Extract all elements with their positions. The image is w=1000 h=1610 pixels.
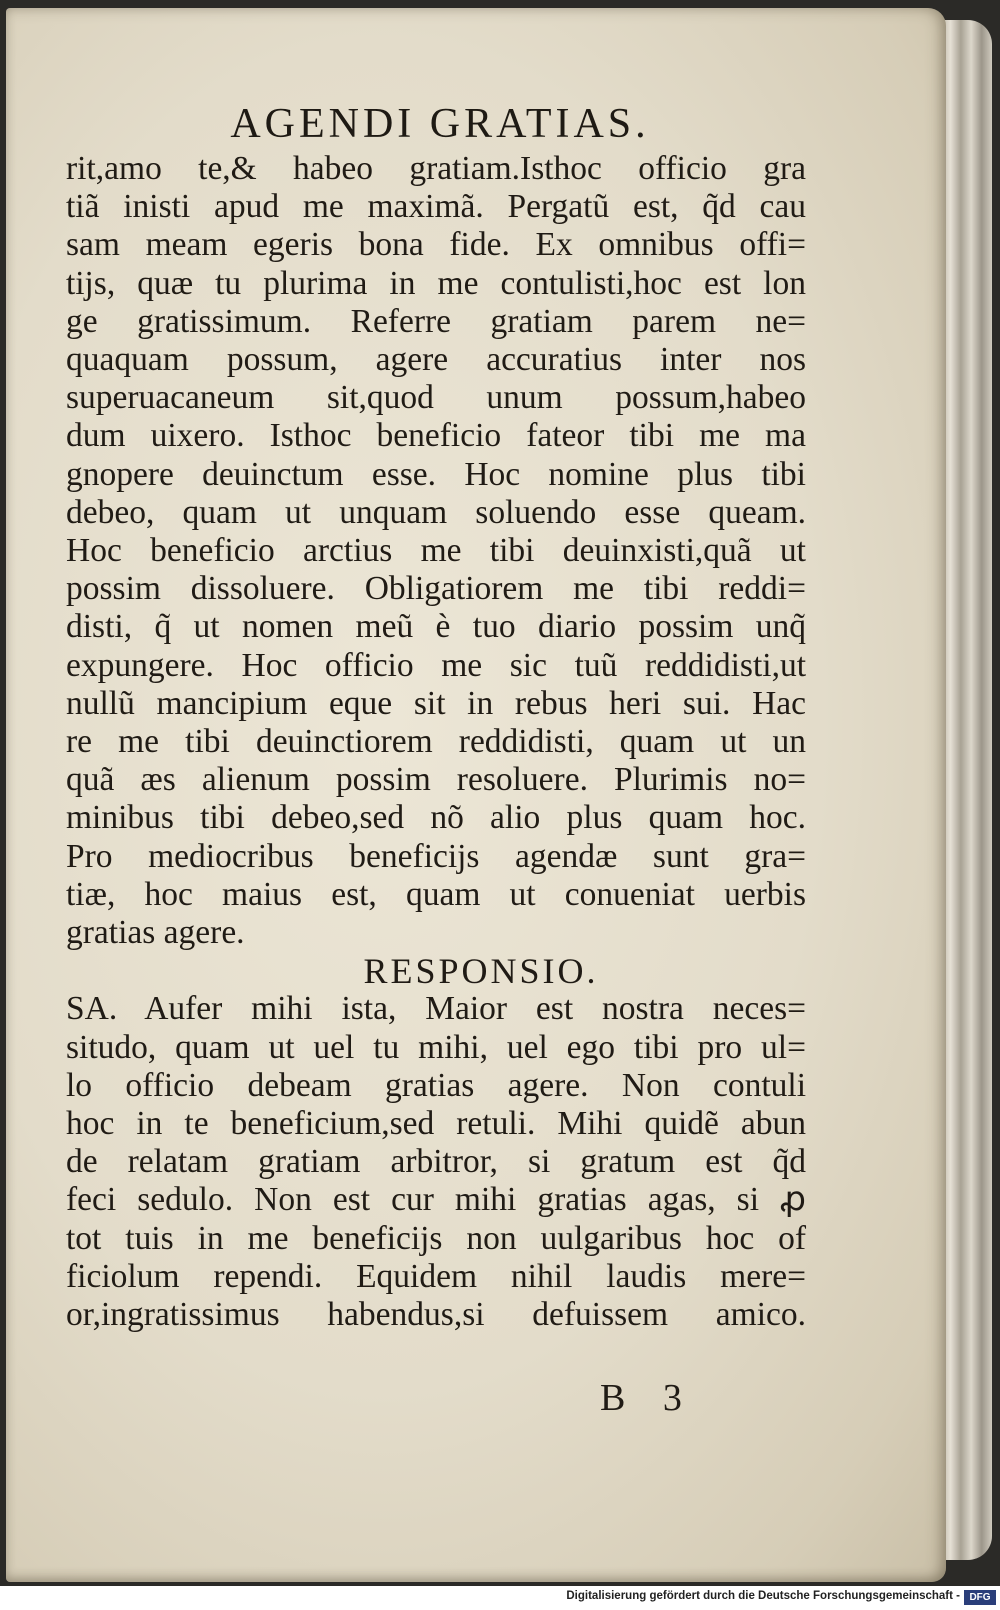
text-line: situdo, quam ut uel tu mihi, uel ego tibi pro ul= bbox=[66, 1028, 806, 1066]
text-line: sam meam egeris bona fide. Ex omnibus offi= bbox=[66, 226, 806, 264]
text-line: ficiolum rependi. Equidem nihil laudis mere= bbox=[66, 1257, 806, 1295]
text-line: dum uixero. Isthoc beneficio fateor tibi me ma bbox=[66, 417, 806, 455]
text-line: possim dissoluere. Obligatiorem me tibi reddi= bbox=[66, 570, 806, 608]
footer-credit: Digitalisierung gefördert durch die Deutsche Forschungsgemeinschaft - bbox=[566, 1590, 960, 1602]
text-line: nullũ mancipium eque sit in rebus heri sui. Hac bbox=[66, 684, 806, 722]
text-line: disti, q̃ ut nomen meũ è tuo diario possim unq̃ bbox=[66, 608, 806, 646]
text-line: tiæ, hoc maius est, quam ut conueniat uerbis bbox=[66, 875, 806, 913]
text-line: tot tuis in me beneficĳs non uulgaribus hoc of bbox=[66, 1219, 806, 1257]
text-line: debeo, quam ut unquam soluendo esse queam. bbox=[66, 493, 806, 531]
text-line: SA. Aufer mihi ista, Maior est nostra neces= bbox=[66, 990, 806, 1028]
dfg-logo-icon: DFG bbox=[964, 1590, 996, 1605]
text-line: Hoc beneficio arctius me tibi deuinxisti,quã ut bbox=[66, 532, 806, 570]
text-line: de relatam gratiam arbitror, si gratum est q̃d bbox=[66, 1143, 806, 1181]
text-line: or,ingratissimus habendus,si defuissem amico. bbox=[66, 1296, 806, 1334]
text-line: quaquam possum, agere accuratius inter nos bbox=[66, 341, 806, 379]
text-line: quã æs alienum possim resoluere. Plurimis no= bbox=[66, 761, 806, 799]
text-line: tiã inisti apud me maximã. Pergatũ est, q̃d cau bbox=[66, 188, 806, 226]
text-line: Pro mediocribus beneficĳs agendæ sunt gra= bbox=[66, 837, 806, 875]
digitization-footer bbox=[0, 1586, 1000, 1610]
text-line: rit,amo te,& habeo gratiam.Isthoc officio gra bbox=[66, 150, 806, 187]
text-line: minibus tibi debeo,sed nõ alio plus quam hoc. bbox=[66, 799, 806, 837]
text-line: superuacaneum sit,quod unum possum,habeo bbox=[66, 379, 806, 417]
text-line: hoc in te beneficium,sed retuli. Mihi quidẽ abun bbox=[66, 1105, 806, 1143]
running-header: AGENDI GRATIAS. bbox=[230, 101, 650, 147]
text-line: feci sedulo. Non est cur mihi gratias agas, si ꝓ bbox=[66, 1181, 806, 1219]
section-heading: RESPONSIO. bbox=[363, 951, 599, 992]
signature-mark: B 3 bbox=[600, 1377, 696, 1419]
text-line: expungere. Hoc officio me sic tuũ reddidisti,ut bbox=[66, 646, 806, 684]
text-line: re me tibi deuinctiorem reddidisti, quam ut un bbox=[66, 723, 806, 761]
text-line: ge gratissimum. Referre gratiam parem ne= bbox=[66, 302, 806, 340]
text-line: tĳs, quæ tu plurima in me contulisti,hoc est lon bbox=[66, 264, 806, 302]
page-body bbox=[66, 150, 806, 1334]
book-page-edges bbox=[940, 20, 992, 1560]
text-line: lo officio debeam gratias agere. Non contuli bbox=[66, 1066, 806, 1104]
text-line: gratias agere. bbox=[66, 914, 245, 952]
text-line: gnopere deuinctum esse. Hoc nomine plus tibi bbox=[66, 455, 806, 493]
